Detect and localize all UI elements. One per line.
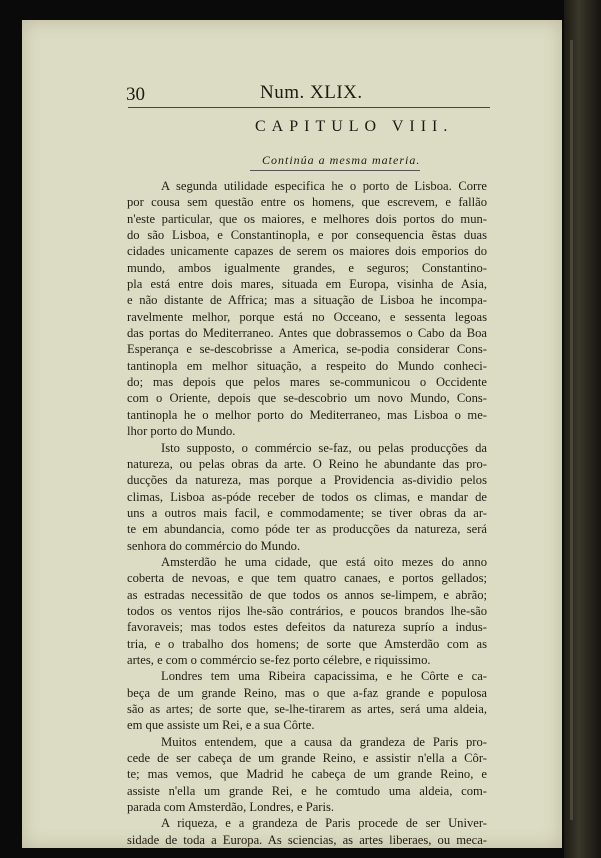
text-line: Esperança e se-descobrisse a America, se-podia considerar Cons- xyxy=(127,342,487,357)
book-binding xyxy=(564,0,601,858)
text-line: cidades unicamente capazes de serem os maiores dois emporios do xyxy=(127,244,487,259)
text-line: sidade de toda a Europa. As sciencias, as artes liberaes, ou meca- xyxy=(127,832,487,847)
text-line: em que assiste um Rei, e a sua Côrte. xyxy=(127,718,315,733)
text-line: beça de um grande Reino, mas o que a-faz grande e populosa xyxy=(127,685,487,700)
text-line: Londres tem uma Ribeira capacissima, e he Côrte e ca- xyxy=(161,669,487,684)
text-line: lhor porto do Mundo. xyxy=(127,424,236,439)
text-line: por cousa sem questão entre os homens, que escrevem, e fallão xyxy=(127,195,487,210)
text-line: tantinopla he o melhor porto do Mediterraneo, mas Lisboa o me- xyxy=(127,407,487,422)
text-line: tantinopla em melhor situação, a respeito do Mundo conheci- xyxy=(127,358,487,373)
text-line: favoraveis; mas todos estes defeitos da natureza suprío a indus- xyxy=(127,620,487,635)
text-line: A riqueza, e a grandeza de Paris procede de ser Univer- xyxy=(161,816,487,831)
text-line: pla está entre dois mares, situada em Europa, visinha de Asia, xyxy=(127,277,487,292)
text-line: artes, e com o commércio se-fez porto célebre, e riquissimo. xyxy=(127,652,431,667)
text-line: com o Oriente, depois que se-descobrio um novo Mundo, Cons- xyxy=(127,391,487,406)
binding-edge xyxy=(570,40,573,820)
body-text xyxy=(127,178,487,848)
chapter-heading: CAPITULO VIII. xyxy=(255,118,454,135)
text-line: Amsterdão he uma cidade, que está oito mezes do anno xyxy=(161,554,487,569)
text-line: e não distante de Affrica; mas a situação de Lisboa he incompa- xyxy=(127,293,487,308)
page-number: 30 xyxy=(126,84,145,105)
text-line: n'este particular, que os maiores, e melhores dois portos do mun- xyxy=(127,211,487,226)
text-line: cede de ser cabeça de um grande Reino, e assistir n'ella a Côr- xyxy=(127,751,487,766)
text-line: mundo, ambos igualmente grandes, e seguros; Constantino- xyxy=(127,260,487,275)
text-line: tria, e o trabalho dos homens; de sorte que Amsterdão com as xyxy=(127,636,487,651)
text-line: parada com Amsterdão, Londres, e Paris. xyxy=(127,800,335,815)
text-line: do; mas depois que pelos mares se-communicou o Occidente xyxy=(127,375,487,390)
running-head: Num. XLIX. xyxy=(260,82,363,103)
text-line: climas, Lisboa as-póde receber de todos os climas, e mandar de xyxy=(127,489,487,504)
text-line: das portas do Mediterraneo. Antes que dobrassemos o Cabo da Boa xyxy=(127,326,487,341)
text-line: são as artes; de sorte que, se-lhe-tirarem as artes, será uma aldeia, xyxy=(127,702,487,716)
text-line: Isto supposto, o commércio se-faz, ou pelas producções da xyxy=(161,440,487,455)
text-line: ducções da natureza, mas porque a Providencia as-dividio pelos xyxy=(127,473,487,488)
text-line: ravelmente melhor, porque está no Occeano, e sessenta legoas xyxy=(127,309,487,324)
text-line: te; mas vemos, que Madrid he cabeça de um grande Reino, e xyxy=(127,767,487,782)
text-line: todos os ventos rijos lhe-são contrários, e poucos brandos lhe-são xyxy=(127,603,487,618)
text-line: senhora do commércio do Mundo. xyxy=(127,538,301,553)
text-line: natureza, ou pelas obras da arte. O Reino he abundante das pro- xyxy=(127,456,487,471)
text-line: as estradas necessitão de que todos os annos se-limpem, e abrão; xyxy=(127,587,487,602)
text-line: te em abundancia, como póde ter as producções da natureza, será xyxy=(127,522,487,537)
text-line: A segunda utilidade especifica he o porto de Lisboa. Corre xyxy=(161,179,487,193)
text-line: do são Lisboa, e Constantinopla, e por consequencia ẽstas duas xyxy=(127,228,487,243)
chapter-subtitle: Continúa a mesma materia. xyxy=(262,153,421,167)
text-line: Muitos entendem, que a causa da grandeza de Paris pro- xyxy=(161,734,487,749)
subtitle-rule xyxy=(250,170,420,171)
text-line: uns a outros mais facil, e commodamente; se tiver obras da ar- xyxy=(127,505,487,520)
text-line: coberta de nevoas, e que tem quatro canaes, e portos gellados; xyxy=(127,571,487,586)
header-rule xyxy=(128,107,490,108)
text-line: assiste n'ella um grande Rei, e he comtudo uma aldeia, com- xyxy=(127,783,487,798)
